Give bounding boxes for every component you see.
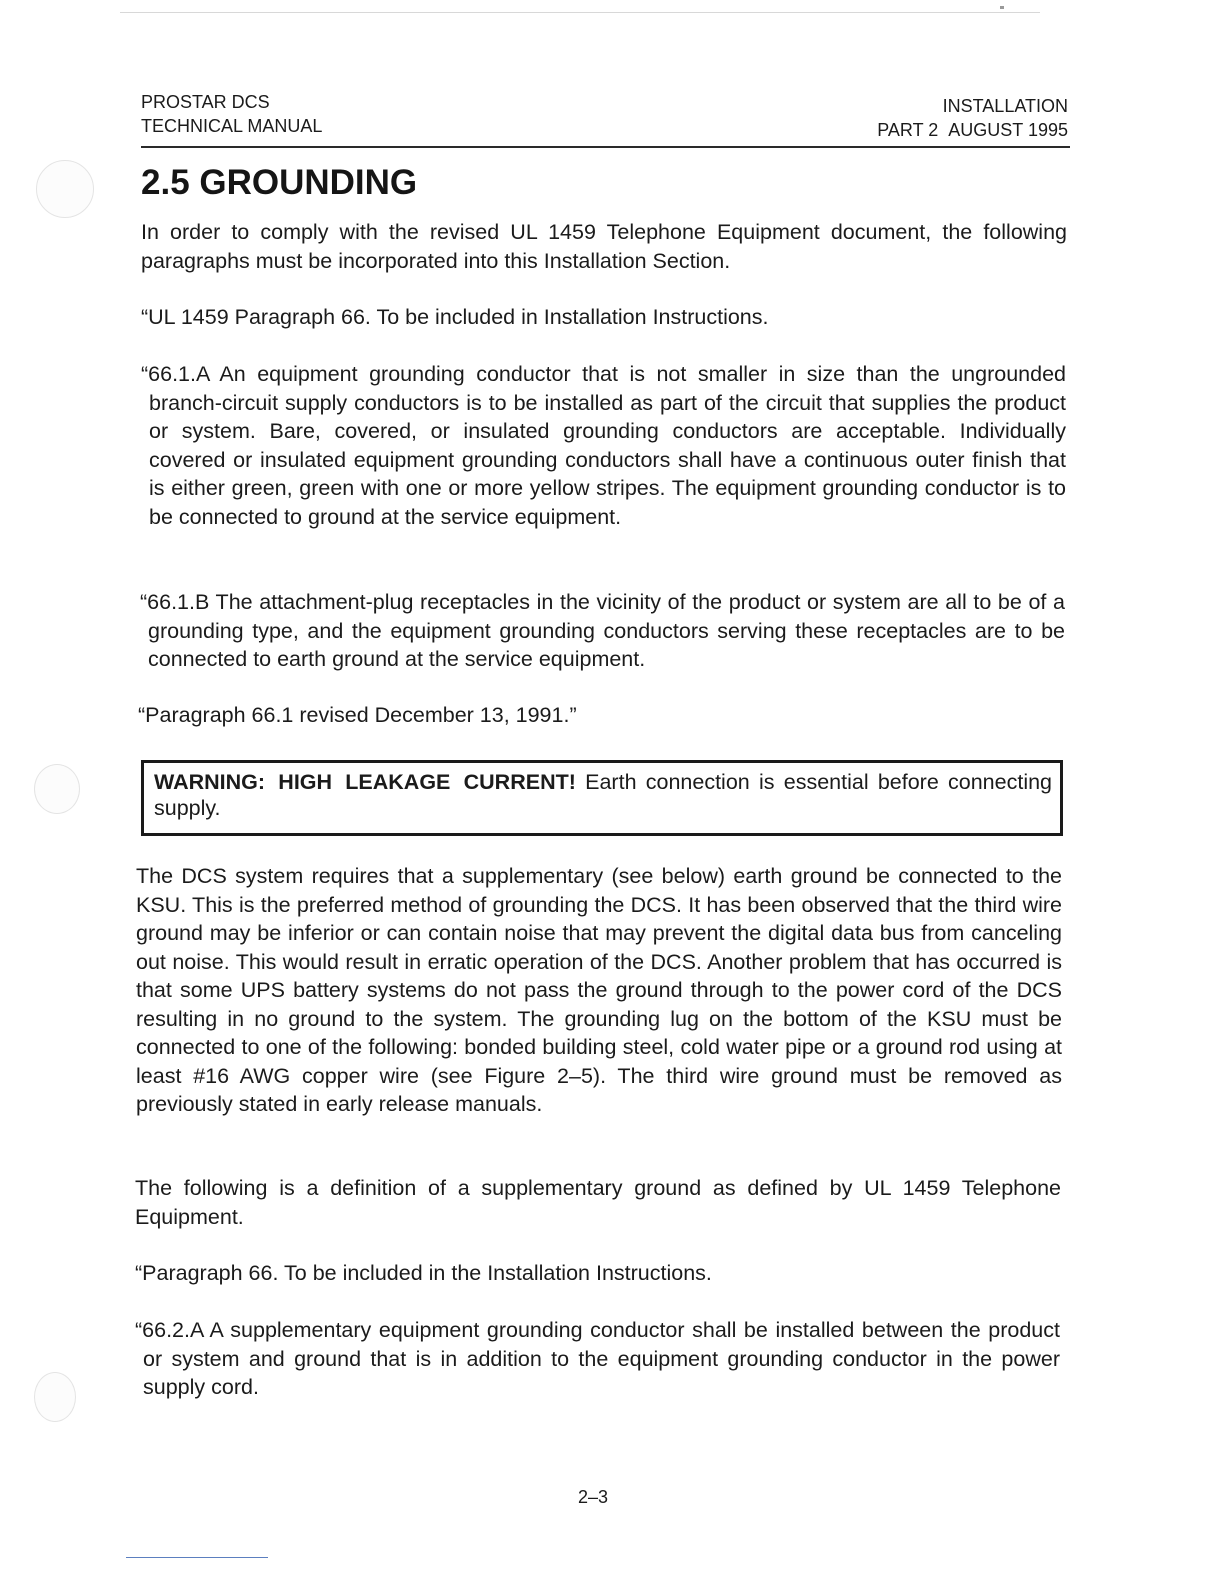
header-right xyxy=(877,94,1068,142)
manual-name: TECHNICAL MANUAL xyxy=(141,116,323,136)
section-title: 2.5 GROUNDING xyxy=(141,163,418,202)
scan-artifact-line xyxy=(120,12,1040,13)
definition-paragraph: The following is a definition of a supplementary ground as defined by UL 1459 Telephone Equipment. xyxy=(135,1176,1061,1229)
part-and-date xyxy=(877,118,1068,142)
issue-date: AUGUST 1995 xyxy=(948,120,1068,140)
warning-label: WARNING: HIGH LEAKAGE CURRENT! xyxy=(154,770,576,794)
warning-box xyxy=(141,760,1063,836)
part-label: PART 2 xyxy=(877,120,939,140)
chapter-name: INSTALLATION xyxy=(942,96,1068,116)
header-left xyxy=(141,90,322,138)
paragraph-66-2-a: “66.2.A A supplementary equipment grounding conductor shall be installed between the product or system and ground that is in addition to the equipment grounding conductor in the power supply cord. xyxy=(135,1318,1060,1399)
warning-text: Earth connection is essential before connecting supply. xyxy=(154,770,1053,820)
paragraph-66-heading: “Paragraph 66. To be included in the Installation Instructions. xyxy=(135,1261,712,1285)
punch-hole xyxy=(34,1372,76,1422)
dcs-system-paragraph: The DCS system requires that a supplementary (see below) earth ground be connected to the KSU. This is the preferred method of grounding the DCS. It has been observed that the third wire ground may be inferior or can contain noise that may prevent the digital data bus from canceling out noise. This would result in erratic operation of the DCS. Another problem that has occurred is that some UPS battery systems do not pass the ground through to the power cord of the DCS resulting in no ground to the system. The grounding lug on the bottom of the KSU must be connected to one of the following: bonded building steel, cold water pipe or a ground rod using at least #16 AWG copper wire (see Figure 2–5). The third wire ground must be removed as previously stated in early release manuals. xyxy=(136,864,1062,1116)
revised-note: “Paragraph 66.1 revised December 13, 1991.” xyxy=(138,703,577,727)
punch-hole xyxy=(36,160,94,218)
footer-rule xyxy=(126,1557,268,1558)
scan-artifact-dot xyxy=(1000,6,1004,9)
product-name: PROSTAR DCS xyxy=(141,92,270,112)
page-number: 2–3 xyxy=(578,1487,609,1507)
page-header xyxy=(141,90,1070,148)
paragraph-66-1-a: “66.1.A An equipment grounding conductor that is not smaller in size than the ungrounded branch-circuit supply conductors is to be installed as part of the circuit that supplies the product or system. Bare, covered, or insulated grounding conductors are acceptable. Individually covered or insulated equipment grounding conductors shall have a continuous outer finish that is either green, green with one or more yellow stripes. The equipment grounding conductor is to be connected to ground at the service equipment. xyxy=(141,362,1066,529)
paragraph-66-1-b: “66.1.B The attachment-plug receptacles in the vicinity of the product or system are all to be of a grounding type, and the equipment grounding conductors serving these receptacles are to be connected to earth ground at the service equipment. xyxy=(140,590,1065,671)
ul-66-heading: “UL 1459 Paragraph 66. To be included in Installation Instructions. xyxy=(141,305,769,329)
punch-hole xyxy=(34,764,80,814)
intro-paragraph: In order to comply with the revised UL 1459 Telephone Equipment document, the following paragraphs must be incorporated into this Installation Section. xyxy=(141,220,1067,273)
